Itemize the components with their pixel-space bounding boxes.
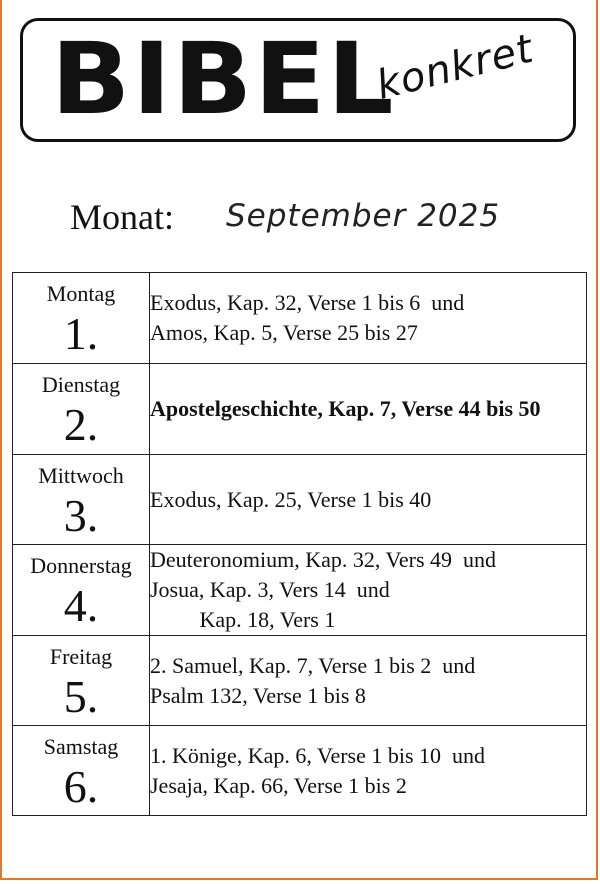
- day-name: Donnerstag: [30, 553, 132, 578]
- reading-entry: [150, 364, 587, 455]
- day-number: 2.: [63, 399, 99, 450]
- reading-line: Apostelgeschichte, Kap. 7, Verse 44 bis 50: [150, 396, 541, 421]
- table-row: [13, 636, 587, 726]
- day-name: Freitag: [49, 643, 113, 669]
- logo-subtitle: konkret: [371, 25, 539, 110]
- reading-entry: [150, 726, 587, 816]
- day-cell: [13, 273, 150, 364]
- day-cell: [13, 726, 150, 816]
- day-name: Montag: [46, 281, 116, 306]
- reading-line: Jesaja, Kap. 66, Verse 1 bis 2: [150, 772, 407, 798]
- reading-line: Exodus, Kap. 25, Verse 1 bis 40: [150, 486, 432, 512]
- day-number: 6.: [63, 760, 99, 812]
- reading-line: Exodus, Kap. 32, Verse 1 bis 6 und: [150, 290, 465, 315]
- day-number: 5.: [63, 670, 99, 722]
- reading-line: Amos, Kap. 5, Verse 25 bis 27: [150, 320, 418, 345]
- reading-entry: [150, 273, 587, 364]
- day-cell: [13, 636, 150, 726]
- table-row: [13, 364, 587, 455]
- day-name: Samstag: [43, 733, 119, 759]
- reading-entry: [150, 636, 587, 726]
- table-row: [13, 726, 587, 816]
- table-row: [13, 545, 587, 636]
- logo: [20, 18, 576, 142]
- day-number: 1.: [63, 308, 99, 359]
- day-cell: [13, 455, 150, 545]
- month-value: September 2025: [226, 198, 501, 234]
- day-number: 4.: [63, 580, 99, 631]
- reading-line: Kap. 18, Vers 1: [150, 607, 336, 632]
- reading-entry: [150, 545, 587, 636]
- reading-line: 1. Könige, Kap. 6, Verse 1 bis 10 und: [150, 742, 486, 768]
- day-name: Dienstag: [41, 372, 121, 397]
- day-number: 3.: [63, 489, 99, 541]
- day-name: Mittwoch: [38, 462, 124, 488]
- month-label: Monat:: [70, 197, 174, 237]
- reading-schedule-table: [12, 272, 587, 816]
- logo-title: BIBEL: [51, 21, 396, 137]
- table-row: [13, 273, 587, 364]
- reading-line: Josua, Kap. 3, Vers 14 und: [150, 577, 390, 602]
- reading-line: Deuteronomium, Kap. 32, Vers 49 und: [150, 547, 497, 572]
- reading-line: Psalm 132, Verse 1 bis 8: [150, 682, 366, 708]
- reading-entry: [150, 455, 587, 545]
- day-cell: [13, 364, 150, 455]
- table-row: [13, 455, 587, 545]
- day-cell: [13, 545, 150, 636]
- reading-line: 2. Samuel, Kap. 7, Verse 1 bis 2 und: [150, 652, 476, 678]
